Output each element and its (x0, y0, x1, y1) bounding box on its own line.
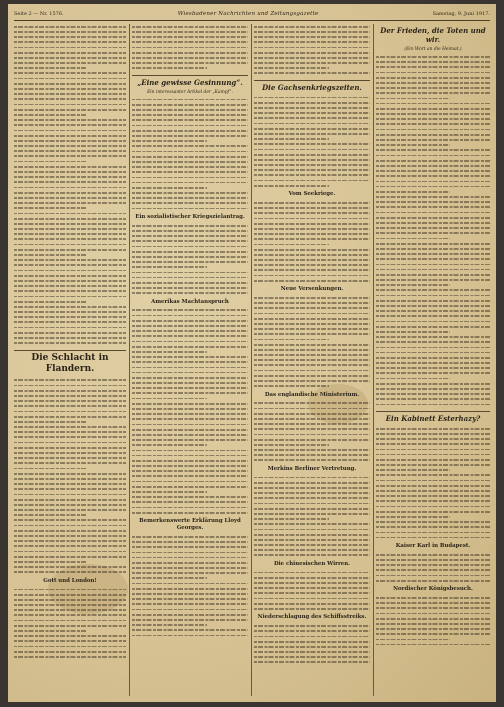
article-subtitle: Ein interessanter Artikel der „Kampf“. (147, 89, 233, 95)
article-headline: Ein sozialistischer Kriegszielantrag. (135, 214, 245, 221)
text-line (376, 402, 490, 407)
text-line (132, 510, 248, 515)
column-rule (129, 24, 130, 696)
text-line (132, 206, 248, 211)
article-body (132, 24, 248, 71)
column-rule (373, 24, 374, 696)
text-line (132, 633, 248, 638)
article-body (14, 24, 126, 346)
article-headline: „Eine gewisse Gesinnung“. (132, 75, 248, 87)
column-3 (254, 24, 370, 696)
article-body (376, 426, 490, 540)
column-4 (376, 24, 490, 696)
article-subtitle: (Ein Wort an die Heimat.) (404, 47, 462, 52)
text-line (254, 278, 370, 283)
header-page-number: Seite 2 — Nr. 1576. (14, 11, 64, 17)
article-body (254, 24, 370, 76)
article-body (14, 378, 126, 575)
article-headline: Gott und London! (43, 577, 97, 584)
article-headline: Nordischer Königsbesuch. (393, 586, 473, 593)
article-body (376, 595, 490, 647)
article-headline: Kaiser Karl in Budapest. (395, 543, 471, 550)
text-line (254, 71, 370, 76)
text-line (132, 290, 248, 295)
text-line (254, 553, 370, 558)
article-headline: Die chinesischen Wirren. (273, 560, 351, 567)
text-line (376, 535, 490, 540)
text-line (254, 606, 370, 611)
article-body (254, 95, 370, 188)
column-1 (14, 24, 126, 696)
text-line (376, 642, 490, 647)
article-headline: Vom Seekriege. (288, 191, 336, 198)
article-headline: Die Schlacht in Flandern. (14, 350, 126, 375)
article-headline: Ein Kabinett Esterhazy? (376, 411, 490, 423)
article-headline: Der Frieden, die Toten und wir. (380, 26, 486, 44)
article-body (14, 587, 126, 660)
text-line (132, 66, 248, 71)
article-body (132, 308, 248, 516)
article-body (132, 223, 248, 296)
header-masthead: Wiesbadener Nachrichten und Zeitungsgazette (177, 11, 319, 17)
page-header (14, 8, 490, 21)
article-body (254, 401, 370, 463)
header-date: Samstag, 9. Juni 1917. (432, 11, 490, 17)
text-line (254, 183, 370, 188)
article-headline: Das englandische Ministerium. (264, 391, 360, 398)
article-headline: Bemerkenswerte Erklärung Lloyd Georges. (139, 518, 241, 532)
article-headline: Die Gachsenkriegszeiten. (254, 80, 370, 92)
article-body (132, 534, 248, 638)
article-body (376, 54, 490, 407)
article-body (132, 97, 248, 211)
article-body (254, 623, 370, 665)
article-body (254, 475, 370, 558)
article-headline: Neue Versenkungen. (280, 286, 344, 293)
text-line (14, 570, 126, 575)
article-body (254, 200, 370, 283)
column-2 (132, 24, 248, 696)
text-line (254, 458, 370, 463)
article-body (376, 552, 490, 583)
article-headline: Niederschlagung des Schiffsstreiks. (257, 614, 367, 621)
newspaper-page (8, 4, 496, 702)
article-body (254, 295, 370, 388)
text-line (254, 383, 370, 388)
article-headline: Amerikas Machtanspruch (151, 298, 229, 305)
text-line (254, 660, 370, 665)
text-line (376, 578, 490, 583)
column-rule (251, 24, 252, 696)
article-body (254, 570, 370, 612)
article-headline: Merkins Berliner Vertretung. (267, 465, 357, 472)
text-line (14, 340, 126, 345)
text-line (14, 654, 126, 659)
